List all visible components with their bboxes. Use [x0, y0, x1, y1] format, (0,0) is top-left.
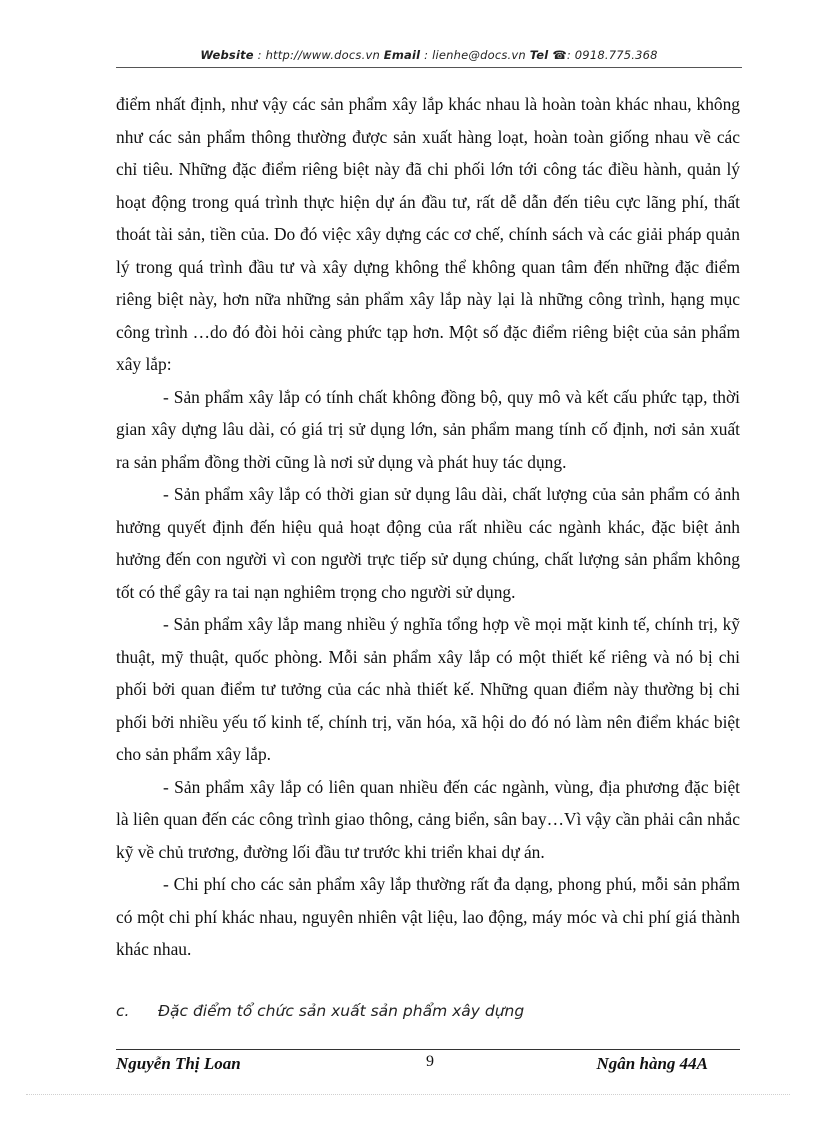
section-heading	[116, 995, 740, 1027]
page-number: 9	[426, 1053, 434, 1070]
website-value[interactable]: : http://www.docs.vn	[253, 48, 384, 62]
email-value[interactable]: : lienhe@docs.vn	[420, 48, 530, 62]
tel-value: : 0918.775.368	[566, 48, 658, 62]
page-bottom-border	[26, 1094, 790, 1095]
paragraph-bullet-1: - Sản phẩm xây lắp có tính chất không đồng bộ, quy mô và kết cấu phức tạp, thời gian xây dựng lâu dài, có giá trị sử dụng lớn, sản phẩm mang tính cố định, nơi sản xuất ra sản phẩm đồng thời cũng là nơi sử dụng và phát huy tác dụng.	[116, 386, 740, 472]
section-marker: c.	[116, 1002, 130, 1020]
email-label: Email	[383, 48, 421, 62]
paragraph-bullet-4: - Sản phẩm xây lắp có liên quan nhiều đến các ngành, vùng, địa phương đặc biệt là liên quan đến các công trình giao thông, cảng biển, sân bay…Vì vậy cần phải cân nhắc kỹ về chủ trương, đường lối đầu tư trước khi triển khai dự án.	[116, 776, 740, 862]
paragraph-bullet-5: - Chi phí cho các sản phẩm xây lắp thường rất đa dạng, phong phú, mỗi sản phẩm có một chi phí khác nhau, nguyên nhiên vật liệu, lao động, máy móc và chi phí giá thành khác nhau.	[116, 874, 740, 959]
paragraph-bullet-3: - Sản phẩm xây lắp mang nhiều ý nghĩa tổng hợp về mọi mặt kinh tế, chính trị, kỹ thuật, mỹ thuật, quốc phòng. Mỗi sản phẩm xây lắp có một thiết kế riêng và nó bị chi phối bởi quan điểm tư tưởng của các nhà thiết kế. Những quan điểm này thường bị chi phối bởi nhiều yếu tố kinh tế, chính trị, văn hóa, xã hội do đó nó làm nên điểm khác biệt cho sản phẩm xây lắp.	[116, 614, 740, 764]
document-body	[116, 88, 740, 966]
footer-divider	[116, 1049, 740, 1050]
page-header	[116, 48, 742, 62]
footer-class: Ngân hàng 44A	[596, 1054, 708, 1073]
paragraph-intro: điểm nhất định, như vậy các sản phẩm xây lắp khác nhau là hoàn toàn khác nhau, không như các sản phẩm thông thường được sản xuất hàng loạt, hoàn toàn giống nhau về các chỉ tiêu. Những đặc điểm riêng biệt này đã chi phối lớn tới công tác điều hành, quản lý hoạt động trong quá trình thực hiện dự án đầu tư, rất dễ dẫn đến tiêu cực lãng phí, thất thoát tài sản, tiền của. Do đó việc xây dựng các cơ chế, chính sách và các giải pháp quản lý trong quá trình đầu tư và xây dựng không thể không quan tâm đến những đặc điểm riêng biệt này, hơn nữa những sản phẩm xây lắp này lại là những công trình, hạng mục công trình …do đó đòi hỏi càng phức tạp hơn. Một số đặc điểm riêng biệt của sản phẩm xây lắp:	[116, 94, 740, 374]
website-label: Website	[200, 48, 254, 62]
phone-icon: ☎	[552, 48, 567, 62]
footer-author: Nguyễn Thị Loan	[116, 1054, 241, 1073]
section-title: Đặc điểm tổ chức sản xuất sản phẩm xây dựng	[158, 1002, 525, 1020]
header-divider	[116, 67, 742, 68]
tel-label: Tel	[529, 48, 549, 62]
paragraph-bullet-2: - Sản phẩm xây lắp có thời gian sử dụng lâu dài, chất lượng của sản phẩm có ảnh hưởng quyết định đến hiệu quả hoạt động của rất nhiều các ngành khác, đặc biệt ảnh hưởng đến con người vì con người trực tiếp sử dụng chúng, chất lượng sản phẩm không tốt có thể gây ra tai nạn nghiêm trọng cho người sử dụng.	[116, 484, 740, 602]
